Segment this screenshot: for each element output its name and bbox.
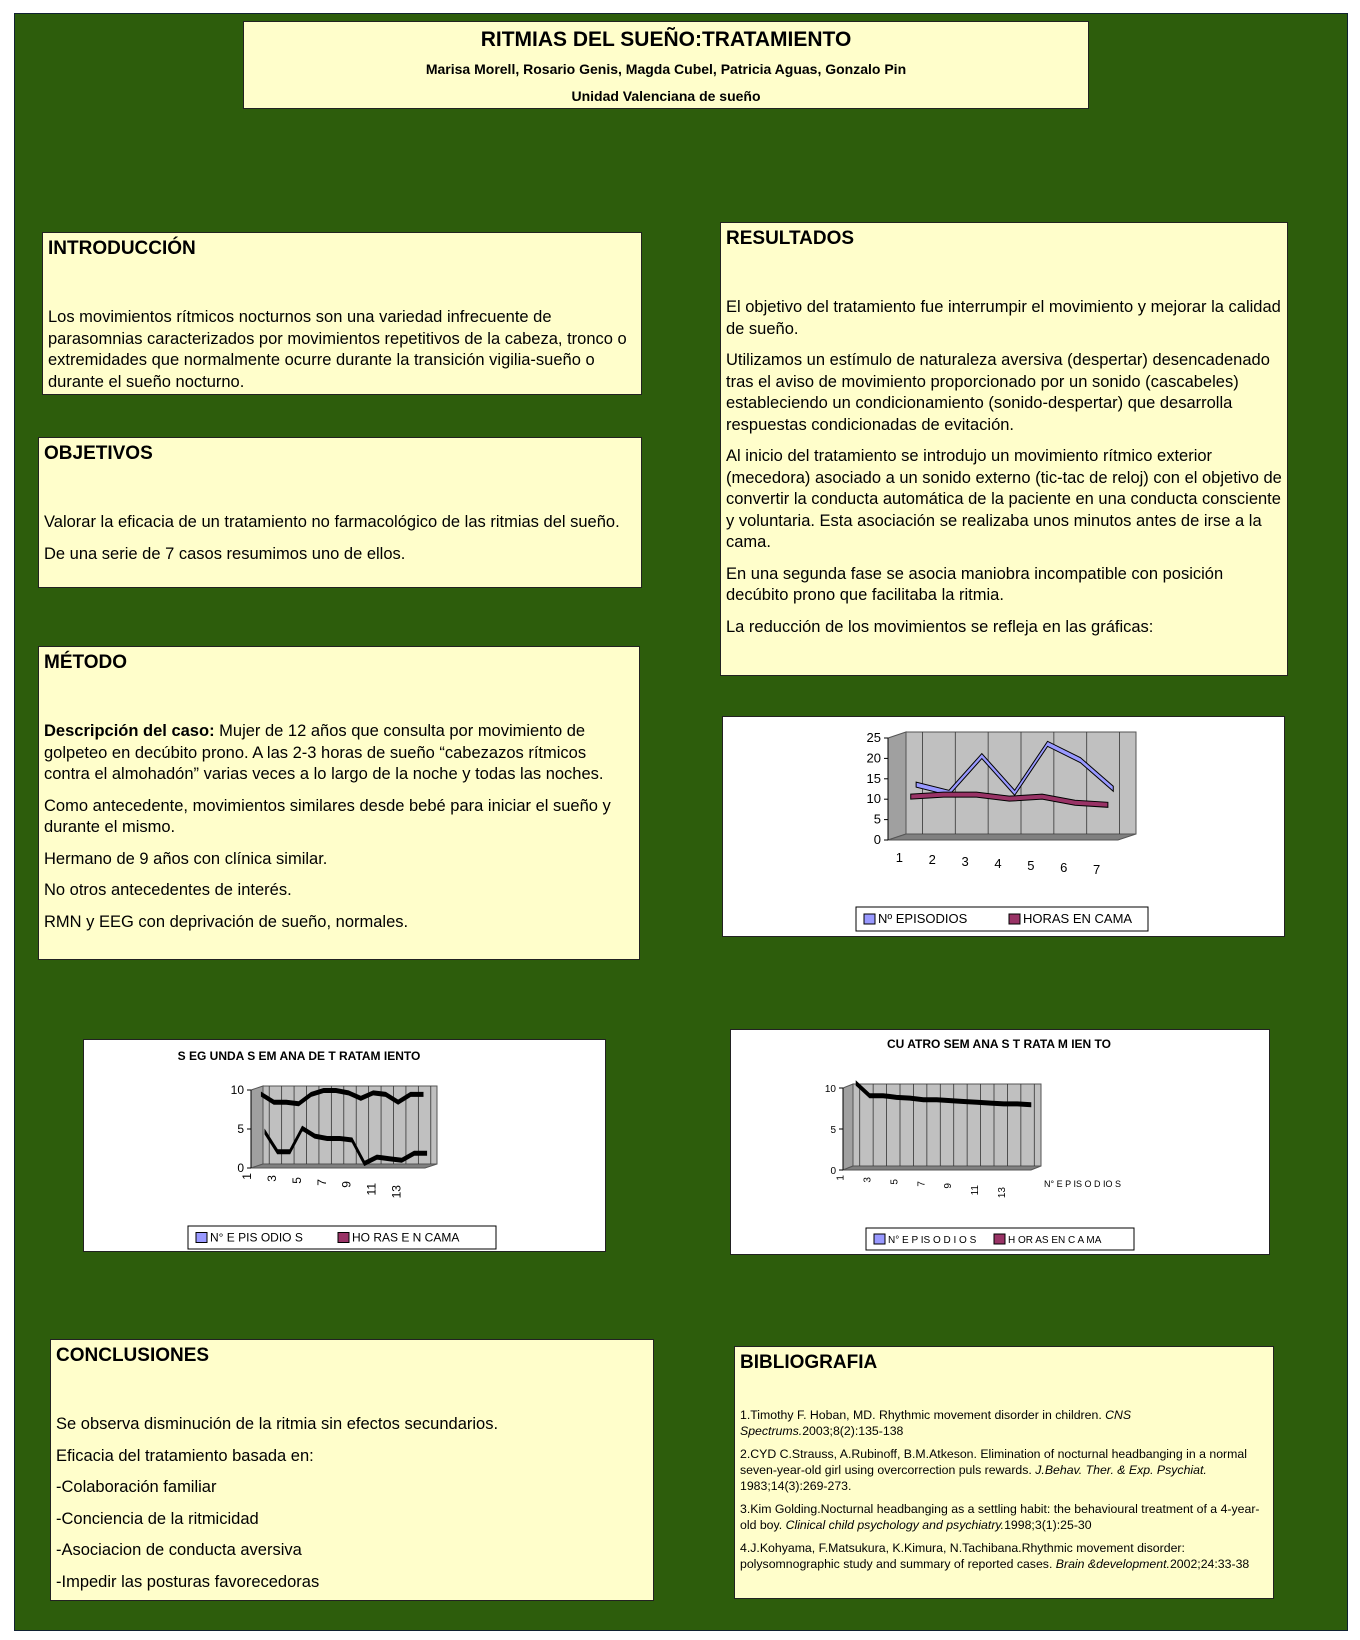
objetivos-section — [38, 437, 642, 588]
y-tick-label: 20 — [866, 750, 881, 766]
x-tick-label: 13 — [389, 1185, 404, 1199]
conclusiones-p2: Eficacia del tratamiento basada en: — [56, 1446, 314, 1465]
resultados-p4: En una segunda fase se asocia maniobra incompatible con posición decúbito prono que facilitaba la ritmia. — [726, 564, 1224, 604]
conclusiones-heading: CONCLUSIONES — [56, 1345, 210, 1366]
y-tick-label: 0 — [237, 1161, 244, 1175]
chart-floor — [843, 1166, 1041, 1170]
metodo-heading: MÉTODO — [44, 652, 128, 673]
x-tick-label: 9 — [943, 1183, 955, 1189]
conclusiones-p5: -Asociacion de conducta aversiva — [56, 1541, 302, 1559]
reference-1: 1.Timothy F. Hoban, MD. Rhythmic movement disorder in children. CNS Spectrums.2003;8(2):135-138 — [740, 1408, 1132, 1438]
x-tick-label: 7 — [314, 1179, 329, 1186]
chart-title: S EG UNDA S EM ANA DE T RATAM IENTO — [177, 1049, 421, 1063]
bibliografia-section — [734, 1346, 1274, 1599]
x-tick-label: 1 — [240, 1173, 255, 1180]
bibliografia-heading: BIBLIOGRAFIA — [740, 1352, 878, 1373]
x-tick-label: 5 — [889, 1179, 901, 1185]
conclusiones-p3: -Colaboración familiar — [56, 1478, 217, 1496]
x-tick-label: 11 — [364, 1183, 379, 1196]
introduccion-heading: INTRODUCCIÓN — [48, 238, 196, 259]
legend-label-1: N° E PIS ODIO S — [210, 1230, 303, 1245]
legend-swatch-2 — [994, 1234, 1005, 1244]
legend-swatch-2 — [1009, 914, 1020, 924]
chart-side-label: N° E P IS O D IO S — [1044, 1179, 1121, 1189]
x-tick-label: 5 — [1027, 858, 1035, 873]
legend-label-1: N° E P IS O D I O S — [888, 1235, 977, 1246]
chart-floor — [888, 834, 1136, 840]
metodo-p3: Hermano de 9 años con clínica similar. — [44, 849, 328, 868]
chart3-svg — [731, 1030, 1269, 1254]
conclusiones-p4: -Conciencia de la ritmicidad — [56, 1509, 259, 1528]
x-tick-label: 4 — [994, 856, 1002, 871]
metodo-p4: No otros antecedentes de interés. — [44, 881, 292, 899]
chart-side-wall — [888, 732, 906, 840]
chart-cuatro-semanas — [730, 1029, 1270, 1255]
reference-2: 2.CYD C.Strauss, A.Rubinoff, B.M.Atkeson. Elimination of nocturnal headbanging in a normal seven-year-old girl using overcorrection puls rewards. J.Behav. Ther. & Exp. Psychiat. 1983;14(3):269-273. — [740, 1447, 1247, 1493]
chart2-svg — [84, 1040, 605, 1251]
y-tick-label: 0 — [873, 832, 881, 847]
x-tick-label: 2 — [928, 852, 936, 867]
introduccion-text: Los movimientos rítmicos nocturnos son una variedad infrecuente de parasomnias caracterizados por movimientos repetitivos de la cabeza, tronco o extremidades que normalmente ocurre durante la transición vigilia-sueño o durante el sueño nocturno. — [48, 308, 627, 391]
x-tick-label: 3 — [265, 1175, 280, 1182]
x-tick-label: 3 — [961, 854, 969, 869]
introduccion-section — [42, 232, 642, 395]
authors: Marisa Morell, Rosario Genis, Magda Cubel, Patricia Aguas, Gonzalo Pin — [425, 61, 907, 77]
legend-label-2: HO RAS E N CAMA — [352, 1230, 460, 1245]
poster-title: RITMIAS DEL SUEÑO:TRATAMIENTO — [480, 28, 852, 51]
y-tick-label: 10 — [866, 791, 881, 807]
objetivos-p2: De una serie de 7 casos resumimos uno de ellos. — [44, 544, 406, 563]
affiliation: Unidad Valenciana de sueño — [571, 88, 761, 104]
x-tick-label: 13 — [996, 1187, 1008, 1199]
metodo-p5: RMN y EEG con deprivación de sueño, normales. — [44, 912, 409, 931]
y-tick-label: 5 — [237, 1122, 244, 1136]
x-tick-label: 5 — [289, 1177, 304, 1184]
metodo-p2: Como antecedente, movimientos similares desde bebé para iniciar el sueño y durante el mismo. — [44, 796, 611, 836]
x-tick-label: 6 — [1060, 860, 1068, 875]
metodo-case — [44, 721, 634, 786]
case-label: Descripción del caso: — [44, 722, 215, 740]
metodo-section — [38, 646, 640, 960]
case-text: Mujer de 12 años que consulta por movimiento de golpeteo en decúbito prono. A las 2-3 horas de sueño “cabezazos rítmicos contra el almohadón” varias veces a lo largo de la noche y todas las noches. — [44, 722, 604, 783]
title-box — [243, 21, 1089, 109]
y-tick-label: 25 — [866, 730, 881, 745]
chart-side-wall — [843, 1084, 853, 1170]
objetivos-heading: OBJETIVOS — [44, 443, 153, 464]
legend-swatch-2 — [338, 1233, 349, 1243]
legend-label-1: Nº EPISODIOS — [878, 911, 968, 926]
x-tick-label: 7 — [916, 1181, 928, 1187]
chart-title: CU ATRO SEM ANA S T RATA M IEN TO — [887, 1037, 1111, 1051]
x-tick-label: 7 — [1092, 862, 1101, 877]
y-tick-label: 10 — [824, 1084, 836, 1095]
legend-label-2: HORAS EN CAMA — [1023, 911, 1133, 926]
y-tick-label: 5 — [873, 811, 881, 827]
y-tick-label: 15 — [866, 770, 881, 786]
y-tick-label: 10 — [230, 1083, 244, 1097]
y-tick-label: 0 — [830, 1166, 836, 1177]
x-tick-label: 9 — [339, 1181, 354, 1188]
legend-swatch-1 — [874, 1234, 885, 1244]
conclusiones-p1: Se observa disminución de la ritmia sin efectos secundarios. — [56, 1415, 499, 1433]
x-tick-label: 3 — [862, 1177, 874, 1183]
reference-3: 3.Kim Golding.Nocturnal headbanging as a settling habit: the behavioural treatment of a 4-year-old boy. Clinical child psychology and psychiatry.1998;3(1):25-30 — [740, 1502, 1260, 1532]
chart-segunda-semana — [83, 1039, 606, 1252]
resultados-section — [720, 222, 1288, 676]
reference-4: 4.J.Kohyama, F.Matsukura, K.Kimura, N.Tachibana.Rhythmic movement disorder: polysomnographic study and summary of reported cases. Brain &development.2002;24:33-38 — [740, 1541, 1250, 1571]
chart1-svg — [723, 717, 1284, 936]
conclusiones-section — [50, 1339, 654, 1601]
objetivos-p1: Valorar la eficacia de un tratamiento no farmacológico de las ritmias del sueño. — [44, 513, 620, 531]
x-tick-label: 1 — [895, 850, 904, 865]
x-tick-label: 11 — [970, 1185, 981, 1196]
chart-side-wall — [251, 1086, 263, 1168]
resultados-p1: El objetivo del tratamiento fue interrumpir el movimiento y mejorar la calidad de sueño. — [726, 298, 1281, 338]
resultados-heading: RESULTADOS — [726, 228, 855, 249]
chart-episodios-horas — [722, 716, 1285, 937]
legend-swatch-1 — [864, 914, 875, 924]
legend-swatch-1 — [196, 1233, 207, 1243]
x-tick-label: 1 — [835, 1175, 847, 1181]
resultados-p2: Utilizamos un estímulo de naturaleza aversiva (despertar) desencadenado tras el aviso de movimiento proporcionado por un sonido (cascabeles) estableciendo un condicionamiento (sonido-despertar) que desarrolla respuestas condicionadas de evitación. — [726, 351, 1270, 434]
legend-label-2: H OR AS EN C A MA — [1008, 1235, 1102, 1246]
chart-floor — [251, 1164, 437, 1168]
conclusiones-p6: -Impedir las posturas favorecedoras — [56, 1572, 320, 1591]
y-tick-label: 5 — [830, 1125, 836, 1136]
resultados-p5: La reducción de los movimientos se refleja en las gráficas: — [726, 617, 1154, 636]
resultados-p3: Al inicio del tratamiento se introdujo un movimiento rítmico exterior (mecedora) asociado a un sonido externo (tic-tac de reloj) con el objetivo de convertir la conducta automática de la paciente en una conducta consciente y voluntaria. Esta asociación se realizaba unos minutos antes de irse a la cama. — [726, 447, 1282, 551]
